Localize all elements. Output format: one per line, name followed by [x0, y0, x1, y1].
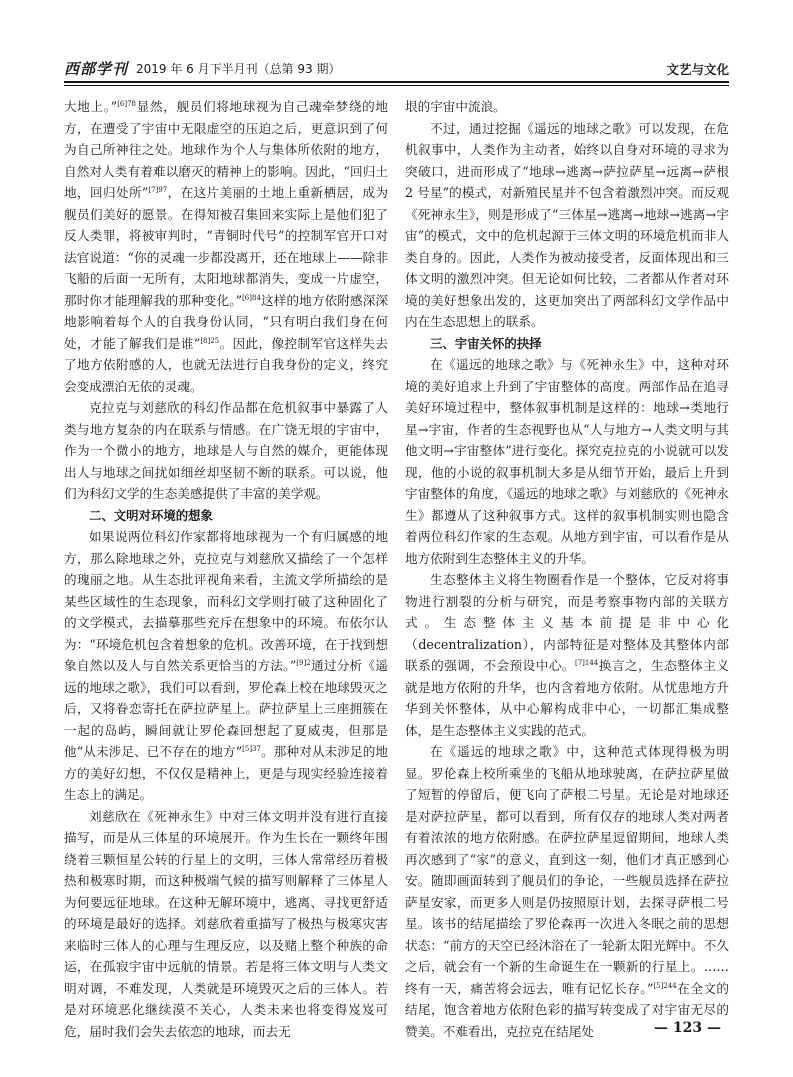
running-header: [64, 58, 729, 78]
text: 在《遥远的地球之歌》中，这种范式体现得极为明显。罗伦森上校所乘坐的飞船从地球驶离，在萨拉萨星做了短暂的停留后，便飞向了萨根二号星。无论是对地球还是对萨拉萨星，都可以看到，所有仅存的地球人类对两者有着浓浓的地方依附感。在萨拉萨星逗留期间，地球人类再次感到了“家”的意义，直到这一刻，他们才真正感到心安。随即画面转到了舰员们的争论，一些舰员选择在萨拉萨星安家，而更多人则是仍按照原计划，去探寻萨根二号星。该书的结尾描绘了罗伦森再一次进入冬眠之前的思想状态：“前方的天空已经沐浴在了一轮新太阳光辉中。不久之后，就会有一个新的生命诞生在一颗新的行星上。……终有一天，痛苦将会远去，唯有记忆长存。”: [405, 744, 729, 996]
citation: [6]78: [117, 100, 137, 108]
header-rule-thin: [64, 85, 729, 86]
citation: [8]25: [200, 336, 220, 345]
section-title: 文艺与文化: [666, 62, 729, 77]
citation: [7]97: [148, 186, 168, 194]
text: 这样的地方依附感深深地影响着每个人的自我身份认同，“只有明白我们身在何处，才能了解我们是谁”: [64, 292, 389, 351]
citation: [9]2: [296, 659, 311, 667]
paragraph: 垠的宇宙中流浪。: [405, 99, 506, 114]
text: 通过分析《遥远的地球之歌》，我们可以看到，罗伦森上校在地球毁灭之后，又将眷恋寄托在萨拉萨星上。萨拉萨星上三座拥簇在一起的岛屿，瞬间就让罗伦森回想起了夏威夷，但那是他“从未涉足、已不存在的地方”: [64, 658, 389, 759]
paragraph: [64, 96, 388, 397]
text: 如果说两位科幻作家都将地球视为一个有归属感的地方，那么除地球之外，克拉克与刘慈欣又描绘了一个怎样的瑰丽之地。从生态批评视角来看，主流文学所描绘的是某些区域性的生态现象，而科幻文学则打破了这种固化了的文学模式，去描摹那些充斥在想象中的环境。布依尔认为：“环境危机包含着想象的危机。改善环境，在于找到想象自然以及人与自然关系更恰当的方法。”: [64, 529, 388, 673]
paragraph: 在《遥远的地球之歌》与《死神永生》中，这种对环境的美好追求上升到了宇宙整体的高度。两部作品在追寻美好环境过程中，整体叙事机制是这样的：地球→类地行星→宇宙，作者的生态视野也从“人与地方→人类文明与其他文明→宇宙整体”进行变化。探究克拉克的小说就可以发现，他的小说的叙事机制大多是从细节开始，最后上升到宇宙整体的角度，《遥远的地球之歌》与刘慈欣的《死神永生》都遵从了这种叙事方式。这样的叙事机制实则也隐含着两位科幻作家的生态观。从地方到宇宙，可以看作是从地方依附到生态整体主义的升华。: [405, 357, 729, 566]
paragraph: [405, 569, 729, 741]
page-number: — 123 —: [654, 1020, 721, 1036]
issue-info: 2019 年 6 月下半月刊（总第 93 期）: [136, 62, 341, 76]
citation: [6]84: [242, 293, 261, 302]
paragraph: 刘慈欣在《死神永生》中对三体文明并没有进行直接描写，而是从三体星的环境展开。作为生长在一颗终年围绕着三颗恒星公转的行星上的文明，三体人常常经历着极热和极寒时期，而这种极端气候的描写则解释了三体星人为何要远征地球。在这种无解环境中，逃离、寻找更舒适的环境是最好的选择。刘慈欣着重描写了极热与极寒灾害来临时三体人的心理与生理反应，以及赌上整个种族的命运，在孤寂宇宙中远航的情景。若是将三体文明与人类文明对调，不难发现，人类就是环境毁灭之后的三体人。若是对环境恶化继续漠不关心，人类未来也将变得岌岌可危，届时我们会失去依恋的地球，而去无: [64, 808, 388, 1039]
text: 在全文的结尾，饱含着地方依附色彩的描写转变成了对宇宙无尽的赞美。不难看出，克拉克在结尾处: [405, 980, 730, 1039]
header-rule-thick: [64, 81, 729, 83]
text: ，在这片美丽的土地上重新栖居，成为舰员们美好的愿景。在得知被召集回来实际上是他们犯了反人类罪，将被审判时，“青铜时代号”的控制军官开口对法官说道：“你的灵魂一步都没离开，还在地球上——除非飞船的后面一无所有，太阳地球都消失，变成一片虚空，那时你才能理解我的那种变化。”: [64, 185, 388, 308]
text: 生态整体主义将生物圈看作是一个整体，它反对将事物进行割裂的分析与研究，而是考察事物内部的关联方式。生态整体主义基本前提是非中心化（decentralization），内部特征是对整体及其整体内部联系的强调，不会预设中心。: [405, 572, 729, 673]
citation: [5]37: [242, 745, 261, 753]
text: 显然，舰员们将地球视为自己魂牵梦绕的地方，在遭受了宇宙中无限虚空的压迫之后，更意识到了何为自己所神往之处。地球作为个人与集体所依附的地方，自然对人类有着难以磨灭的精神上的影响。因此，“回归土地，回归处所”: [64, 99, 388, 200]
left-column: [64, 96, 388, 1042]
paragraph: 克拉克与刘慈欣的科幻作品都在危机叙事中暴露了人类与地方复杂的内在联系与情感。在广饶无垠的宇宙中，作为一个微小的地方，地球是人与自然的媒介，更能体现出人与地球之间扰如细丝却坚韧不断的联系。可以说，他们为科幻文学的生态美感提供了丰富的美学观。: [64, 400, 388, 501]
right-column: [405, 96, 729, 1042]
paragraph: [405, 741, 729, 1042]
citation: [5]244: [653, 981, 677, 990]
citation: [7]144: [574, 659, 599, 667]
text: 换言之，生态整体主义就是地方依附的升华，也内含着地方依附。从忧患地方升华到关怀整体，从中心解构成非中心，一切都汇集成整体，是生态整体主义实践的范式。: [405, 658, 730, 738]
text: 大地上。”: [64, 99, 118, 114]
journal-title: 西部学刊: [64, 60, 129, 78]
text: 。那种对从未涉足的地方的美好幻想，不仅仅是精神上，更是与现实经验连接着生态上的满足。: [64, 744, 388, 802]
text: 。因此，像控制军官这样失去了地方依附感的人，也就无法进行自我身份的定义，终究会变成漂泊无依的灵魂。: [64, 335, 388, 394]
section-heading: 三、宇宙关怀的抉择: [430, 335, 542, 351]
paragraph: [64, 526, 388, 806]
paragraph: 不过，通过挖掘《遥远的地球之歌》可以发现，在危机叙事中，人类作为主动者，始终以自身对环境的寻求为突破口，进而形成了“地球→逃离→萨拉萨星→远离→萨根 2 号星”的模式，对新殖民星并不包含着激烈冲突。而反观《死神永生》，则是形成了“三体星→逃离→地球→逃离→宇宙”的模式，文中的危机起源于三体文明的环境危机而非人类自身的。因此，人类作为被动接受者，反面体现出和三体文明的激烈冲突。但无论如何比较，二者都从作者对环境的美好想象出发的，这更加突出了两部科幻文学作品中内在生态思想上的联系。: [405, 120, 729, 329]
section-heading: 二、文明对环境的想象: [89, 507, 213, 523]
